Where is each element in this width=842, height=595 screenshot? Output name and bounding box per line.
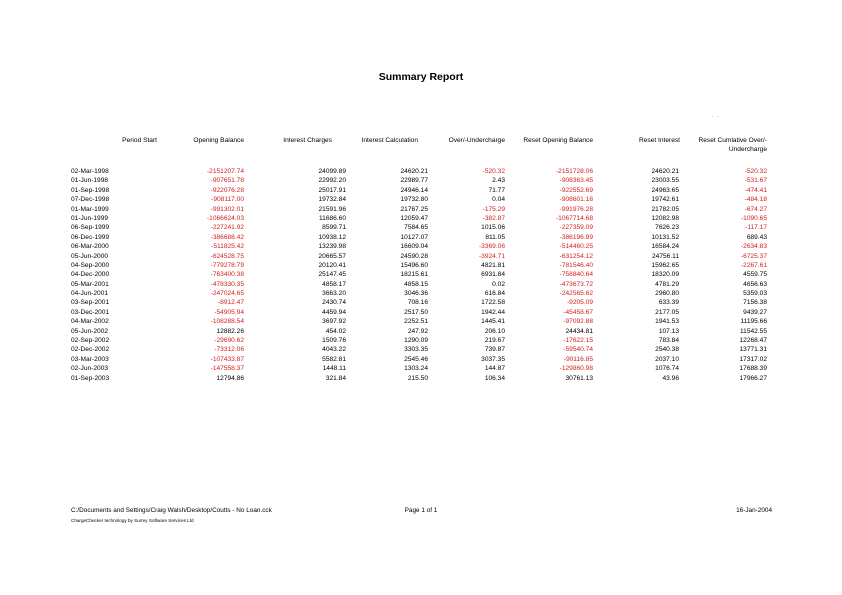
value-cell: -386196.99: [559, 233, 593, 241]
value-cell: -59540.74: [563, 346, 593, 354]
period-start-cell: 06-Sep-1999: [71, 224, 110, 232]
value-cell: 4559.75: [743, 271, 767, 279]
value-cell: -674.27: [744, 205, 767, 213]
value-cell: -2151207.74: [206, 168, 244, 175]
value-cell: 23003.55: [651, 177, 679, 185]
value-cell: -908363.45: [559, 177, 593, 185]
value-cell: 19732.80: [400, 196, 428, 204]
value-cell: 19732.84: [318, 196, 346, 204]
period-start-cell: 01-Mar-1999: [71, 205, 109, 213]
value-cell: -758840.64: [559, 271, 593, 279]
value-cell: 2252.51: [404, 318, 428, 326]
period-start-cell: 01-Sep-1998: [71, 186, 110, 194]
column-header: Over/-Undercharge: [448, 137, 505, 144]
value-cell: 16609.04: [400, 243, 428, 251]
value-cell: 4656.63: [743, 280, 767, 288]
period-start-cell: 05-Jun-2002: [71, 327, 109, 335]
table-row: [0, 364, 842, 373]
value-cell: 783.84: [658, 337, 679, 345]
value-cell: -779278.79: [210, 261, 244, 269]
table-row: [0, 214, 842, 223]
period-start-cell: 04-Mar-2002: [71, 318, 109, 326]
period-start-cell: 03-Sep-2001: [71, 299, 110, 307]
value-cell: 25017.91: [318, 186, 346, 194]
value-cell: -247024.65: [210, 290, 244, 298]
value-cell: 10127.07: [400, 233, 428, 241]
value-cell: 18215.61: [400, 271, 428, 279]
table-row: [0, 355, 842, 364]
value-cell: -227359.09: [559, 224, 593, 232]
value-cell: -29690.62: [214, 337, 244, 345]
value-cell: 3046.36: [404, 290, 428, 298]
value-cell: 11195.66: [740, 318, 767, 326]
table-row: [0, 167, 842, 176]
value-cell: 206.10: [484, 327, 505, 335]
value-cell: 7584.65: [404, 224, 428, 232]
period-start-cell: 02-Mar-1998: [71, 168, 109, 175]
table-row: [0, 270, 842, 279]
value-cell: 3303.35: [404, 346, 428, 354]
value-cell: -991976.28: [559, 205, 593, 213]
value-cell: 24434.81: [565, 327, 593, 335]
value-cell: -531.67: [744, 177, 767, 185]
table-row: [0, 280, 842, 289]
table-row: [0, 374, 842, 383]
table-row: [0, 252, 842, 261]
value-cell: 24756.11: [651, 252, 679, 260]
value-cell: -908117.00: [211, 196, 244, 204]
value-cell: 321.84: [325, 374, 346, 382]
value-cell: 219.67: [484, 337, 505, 345]
value-cell: 454.02: [325, 327, 346, 335]
table-row: [0, 308, 842, 317]
value-cell: 247.92: [407, 327, 428, 335]
value-cell: -922076.28: [210, 186, 244, 194]
value-cell: 8599.71: [322, 224, 346, 232]
value-cell: 3697.92: [322, 318, 346, 326]
value-cell: -54905.94: [214, 308, 244, 316]
value-cell: -97092.88: [563, 318, 593, 326]
value-cell: 20120.41: [318, 261, 346, 269]
value-cell: 2960.80: [655, 290, 679, 298]
value-cell: 633.39: [658, 299, 679, 307]
value-cell: 24963.65: [651, 186, 679, 194]
value-cell: 4459.94: [322, 308, 346, 316]
value-cell: 1290.09: [404, 337, 428, 345]
value-cell: 106.34: [484, 374, 505, 382]
value-cell: 4043.22: [322, 346, 346, 354]
value-cell: -520.32: [744, 168, 767, 175]
value-cell: 1015.06: [481, 224, 505, 232]
value-cell: 2540.38: [655, 346, 679, 354]
value-cell: -624528.75: [210, 252, 244, 260]
value-cell: -991302.01: [210, 205, 244, 213]
value-cell: 21591.96: [318, 205, 346, 213]
table-row: [0, 233, 842, 242]
value-cell: 12059.47: [400, 214, 428, 222]
value-cell: 15962.65: [651, 261, 679, 269]
value-cell: 689.43: [746, 233, 767, 241]
file-path: C:/Documents and Settings/Craig Walsh/Desktop/Coutts - No Loan.cck: [71, 507, 272, 514]
value-cell: 11686.60: [318, 214, 346, 222]
value-cell: 17688.39: [739, 365, 767, 373]
value-cell: -17622.15: [563, 337, 593, 345]
column-header: Reset Opening Balance: [523, 137, 593, 144]
value-cell: -2151728.06: [555, 168, 593, 175]
table-row: [0, 289, 842, 298]
period-start-cell: 03-Mar-2003: [71, 355, 109, 363]
value-cell: 22989.77: [400, 177, 428, 185]
value-cell: 2545.46: [404, 355, 428, 363]
value-cell: 22992.20: [318, 177, 346, 185]
value-cell: 71.77: [488, 186, 505, 194]
value-cell: 15496.60: [400, 261, 428, 269]
table-row: [0, 242, 842, 251]
period-start-cell: 02-Sep-2002: [71, 337, 110, 345]
value-cell: 12882.26: [216, 327, 244, 335]
period-start-cell: 07-Dec-1998: [71, 196, 110, 204]
value-cell: 25147.45: [318, 271, 346, 279]
value-cell: 0.04: [492, 196, 505, 204]
value-cell: -1090.65: [740, 214, 767, 222]
value-cell: 1942.44: [481, 308, 505, 316]
value-cell: 24099.89: [318, 168, 346, 175]
value-cell: 17317.02: [739, 355, 767, 363]
value-cell: -514460.25: [559, 243, 593, 251]
value-cell: 13239.98: [318, 243, 346, 251]
value-cell: 4858.17: [322, 280, 346, 288]
value-cell: -1066624.03: [206, 214, 244, 222]
column-header: Interest Charges: [283, 137, 332, 144]
column-header: Period Start: [122, 137, 157, 144]
value-cell: -2267.61: [740, 261, 767, 269]
value-cell: 2517.50: [404, 308, 428, 316]
value-cell: 43.96: [662, 374, 679, 382]
column-header: Reset Cumlative Over/-Undercharge: [698, 137, 767, 153]
value-cell: -382.87: [482, 214, 505, 222]
value-cell: -117.17: [745, 224, 767, 232]
value-cell: 2177.05: [655, 308, 679, 316]
table-row: [0, 327, 842, 336]
report-title: Summary Report: [378, 71, 464, 83]
value-cell: -386688.42: [210, 233, 244, 241]
summary-table: [0, 167, 842, 383]
value-cell: 5582.81: [322, 355, 346, 363]
value-cell: -520.32: [482, 168, 505, 175]
value-cell: 1303.24: [404, 365, 428, 373]
table-row: [0, 205, 842, 214]
table-row: [0, 186, 842, 195]
value-cell: -511825.42: [211, 243, 244, 251]
value-cell: -8912.47: [217, 299, 244, 307]
value-cell: -129860.98: [559, 365, 593, 373]
value-cell: 4781.29: [655, 280, 679, 288]
period-start-cell: 03-Dec-2001: [71, 308, 110, 316]
period-start-cell: 01-Jun-1999: [71, 214, 109, 222]
value-cell: -242565.62: [559, 290, 593, 298]
value-cell: -9205.09: [566, 299, 593, 307]
value-cell: 19742.61: [651, 196, 679, 204]
column-header: Interest Calculation: [361, 137, 418, 144]
period-start-cell: 02-Dec-2002: [71, 346, 110, 354]
value-cell: -6725.37: [740, 252, 767, 260]
value-cell: 1445.41: [481, 318, 505, 326]
value-cell: 11542.55: [739, 327, 767, 335]
value-cell: 9439.27: [743, 308, 767, 316]
value-cell: 18320.09: [651, 271, 679, 279]
value-cell: 1722.58: [481, 299, 505, 307]
column-header: Reset Interest: [638, 137, 680, 144]
value-cell: -147558.37: [210, 365, 244, 373]
column-header: Opening Balance: [193, 137, 244, 144]
value-cell: 21767.25: [400, 205, 428, 213]
period-start-cell: 06-Mar-2000: [71, 243, 109, 251]
table-row: [0, 176, 842, 185]
value-cell: 12794.86: [216, 374, 244, 382]
value-cell: 4821.81: [481, 261, 505, 269]
value-cell: 1448.11: [322, 365, 346, 373]
period-start-cell: 01-Sep-2003: [71, 374, 110, 382]
value-cell: 144.87: [484, 365, 505, 373]
value-cell: 2037.10: [655, 355, 679, 363]
value-cell: -73312.06: [214, 346, 244, 354]
table-row: [0, 317, 842, 326]
value-cell: 616.84: [484, 290, 505, 298]
value-cell: 0.02: [492, 280, 505, 288]
period-start-cell: 04-Dec-2000: [71, 271, 110, 279]
value-cell: 3037.35: [481, 355, 505, 363]
value-cell: 21782.05: [651, 205, 679, 213]
value-cell: -907651.78: [210, 177, 244, 185]
value-cell: 739.87: [484, 346, 505, 354]
period-start-cell: 05-Mar-2001: [71, 280, 109, 288]
value-cell: -781546.40: [559, 261, 593, 269]
value-cell: 2.43: [492, 177, 505, 185]
value-cell: -3369.06: [478, 243, 505, 251]
table-row: [0, 345, 842, 354]
value-cell: 1076.74: [655, 365, 679, 373]
value-cell: 2430.74: [322, 299, 346, 307]
value-cell: 708.16: [407, 299, 428, 307]
value-cell: 24590.28: [400, 252, 428, 260]
value-cell: 13771.31: [739, 346, 767, 354]
value-cell: 7156.38: [743, 299, 767, 307]
value-cell: 17966.27: [739, 374, 767, 382]
value-cell: -90116.85: [563, 355, 593, 363]
value-cell: -478330.35: [210, 280, 244, 288]
table-row: [0, 195, 842, 204]
value-cell: 1509.76: [322, 337, 346, 345]
dots-mark: . .: [712, 113, 721, 119]
value-cell: -763400.38: [210, 271, 244, 279]
period-start-cell: 02-Jun-2003: [71, 365, 109, 373]
value-cell: -922552.69: [559, 186, 593, 194]
value-cell: 10938.12: [318, 233, 346, 241]
value-cell: -631254.12: [559, 252, 593, 260]
value-cell: -2634.83: [740, 243, 767, 251]
value-cell: 107.13: [658, 327, 679, 335]
value-cell: -473673.72: [559, 280, 593, 288]
credit-line: ChargeChecker technology by Surrey Software Services Ltd: [71, 518, 194, 523]
value-cell: -227241.92: [210, 224, 244, 232]
value-cell: -108288.54: [210, 318, 244, 326]
period-start-cell: 01-Jun-1998: [71, 177, 109, 185]
period-start-cell: 04-Jun-2001: [71, 290, 109, 298]
value-cell: 12268.47: [739, 337, 767, 345]
value-cell: 5359.03: [743, 290, 767, 298]
value-cell: 20665.57: [318, 252, 346, 260]
period-start-cell: 04-Sep-2000: [71, 261, 110, 269]
table-row: [0, 261, 842, 270]
page-number: Page 1 of 1: [404, 507, 438, 514]
value-cell: 1941.53: [655, 318, 679, 326]
value-cell: 7626.23: [655, 224, 679, 232]
value-cell: 24620.21: [651, 168, 679, 175]
value-cell: 12082.98: [651, 214, 679, 222]
value-cell: 24946.14: [400, 186, 428, 194]
value-cell: 6931.84: [481, 271, 505, 279]
table-row: [0, 336, 842, 345]
value-cell: -1067714.68: [555, 214, 593, 222]
period-start-cell: 06-Dec-1999: [71, 233, 110, 241]
value-cell: 3663.20: [322, 290, 346, 298]
value-cell: 811.05: [485, 233, 505, 241]
value-cell: 16584.24: [651, 243, 679, 251]
value-cell: -45458.67: [563, 308, 593, 316]
period-start-cell: 05-Jun-2000: [71, 252, 109, 260]
value-cell: -908601.18: [559, 196, 593, 204]
value-cell: -3924.71: [478, 252, 505, 260]
table-row: [0, 223, 842, 232]
value-cell: -175.29: [482, 205, 505, 213]
value-cell: 30761.13: [565, 374, 593, 382]
value-cell: 24620.21: [400, 168, 428, 175]
value-cell: 4858.15: [404, 280, 428, 288]
value-cell: -474.41: [744, 186, 767, 194]
table-row: [0, 298, 842, 307]
value-cell: 215.50: [407, 374, 428, 382]
value-cell: -484.18: [744, 196, 767, 204]
value-cell: 10131.52: [651, 233, 679, 241]
value-cell: -107433.87: [210, 355, 244, 363]
report-date: 16-Jan-2004: [736, 507, 772, 514]
